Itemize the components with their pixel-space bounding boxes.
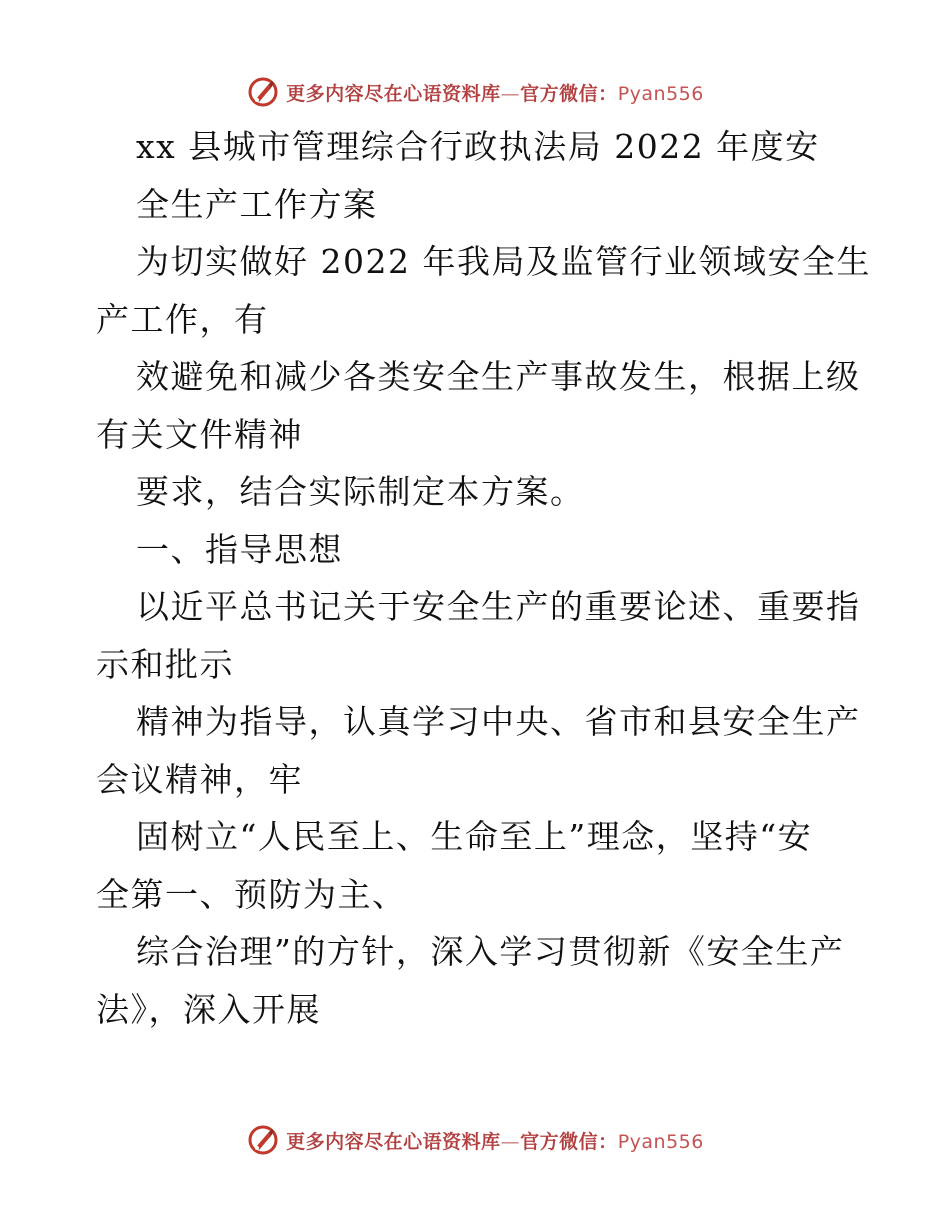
document-line: 全第一、预防为主、 xyxy=(96,874,407,914)
watermark-separator: — xyxy=(500,1130,521,1153)
footer-watermark xyxy=(0,1120,950,1160)
watermark-text xyxy=(286,1127,704,1154)
document-line: 固树立“人民至上、生命至上”理念，坚持“安 xyxy=(136,817,813,856)
header-watermark xyxy=(0,72,950,112)
watermark-separator: — xyxy=(500,82,521,105)
document-line: 综合治理”的方针，深入学习贯彻新《安全生产 xyxy=(136,932,845,971)
document-line: 为切实做好 2022 年我局及监管行业领域安全生 xyxy=(136,242,871,281)
pen-logo-icon xyxy=(246,75,280,109)
watermark-main: 更多内容尽在心语资料库 xyxy=(286,1130,501,1153)
document-line: 有关文件精神 xyxy=(96,414,303,454)
watermark-wechat-id: Pyan556 xyxy=(617,82,704,105)
pen-logo-icon xyxy=(246,1123,280,1157)
document-line: 效避免和减少各类安全生产事故发生，根据上级 xyxy=(136,357,861,396)
watermark-text xyxy=(286,79,704,106)
watermark-main: 更多内容尽在心语资料库 xyxy=(286,82,501,105)
document-line: 示和批示 xyxy=(96,644,234,684)
watermark-wechat-id: Pyan556 xyxy=(617,1130,704,1153)
document-line: 精神为指导，认真学习中央、省市和县安全生产 xyxy=(136,702,861,741)
watermark-wechat-label: 官方微信： xyxy=(520,82,618,105)
document-line: 法》，深入开展 xyxy=(96,989,321,1029)
document-line: 全生产工作方案 xyxy=(136,184,378,224)
document-line: 要求，结合实际制定本方案。 xyxy=(136,472,585,511)
document-line: 产工作，有 xyxy=(96,299,269,339)
watermark-wechat-label: 官方微信： xyxy=(520,1130,618,1153)
document-body xyxy=(96,118,871,1038)
document-line: 以近平总书记关于安全生产的重要论述、重要指 xyxy=(136,587,861,626)
document-line: xx 县城市管理综合行政执法局 2022 年度安 xyxy=(136,127,820,166)
document-line: 一、指导思想 xyxy=(136,529,343,569)
document-line: 会议精神，牢 xyxy=(96,759,303,799)
